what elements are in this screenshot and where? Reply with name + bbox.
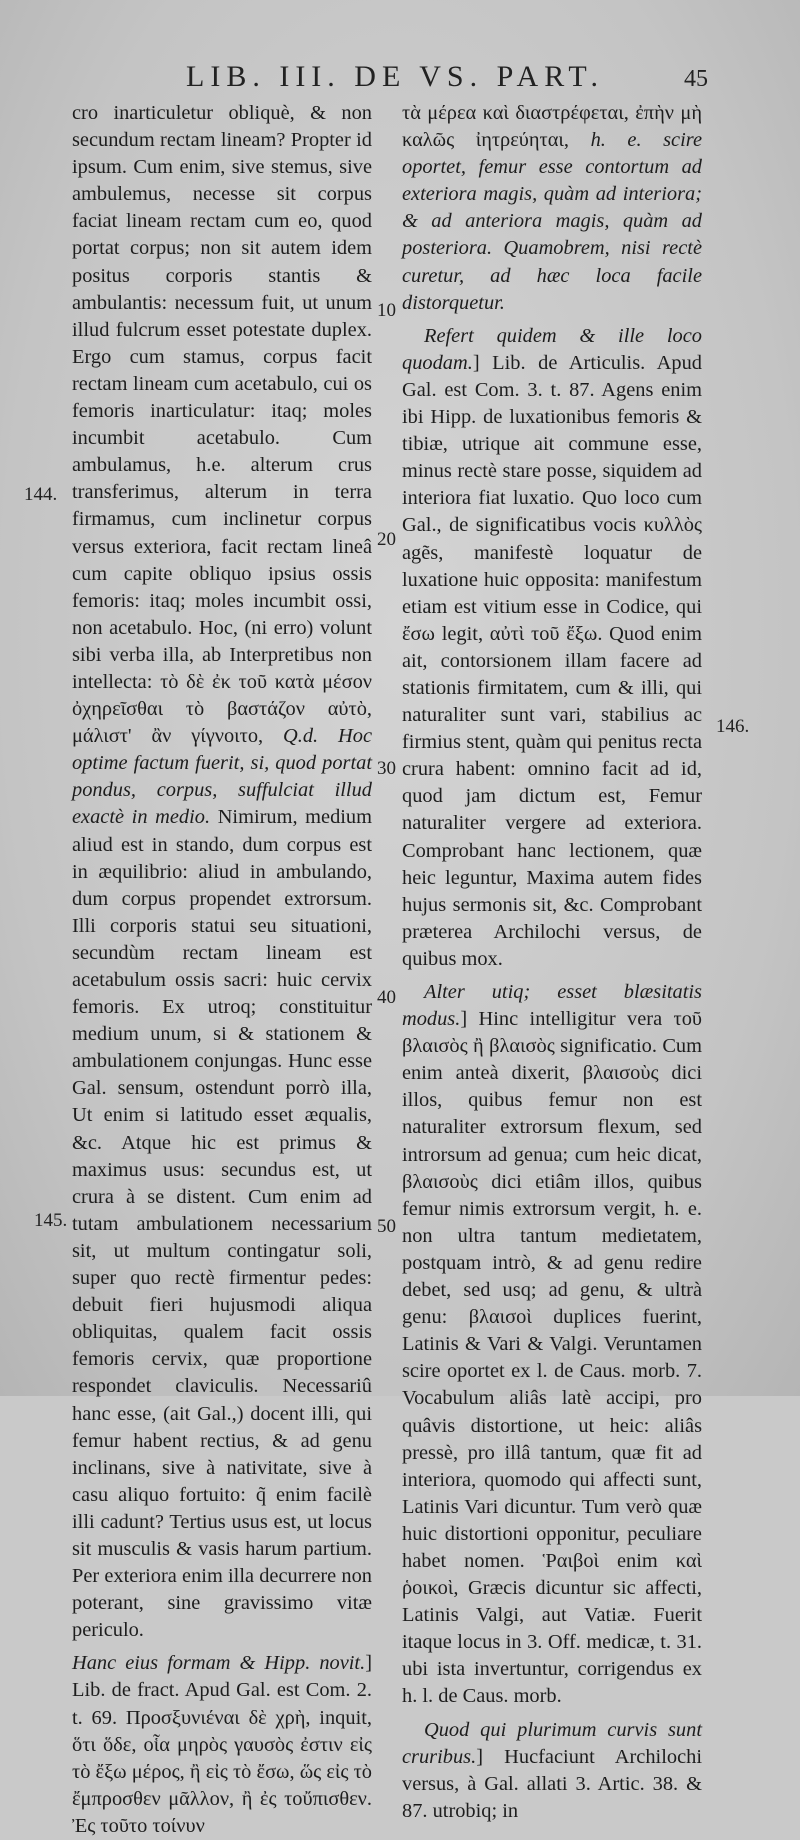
lemma-quod: Quod qui plurimum curvis sunt cruribus. <box>402 1718 702 1768</box>
left-text-3: ] Lib. de fract. Apud Gal. est Com. 2. t. 69. Προσξυνιέναι δὲ χρὴ, inquit, ὅτι ὅδε, οἷα μηρὸς γαυσὸς ἐστιν εἰς τὸ ἔξω μέρος, ἢ εἰς τὸ ἔσω, ὥς εἰς τὸ ἔμπροσθεν μᾶλλον, ἢ ἐς τοὔπισθεν. Ἐς τοῦτο τοίνυν <box>72 1652 372 1837</box>
left-paragraph-1 <box>72 100 372 1644</box>
right-text-1: ] Lib. de Articulis. Apud Gal. est Com. 3. t. 87. Agens enim ibi Hipp. de luxationibus femoris & tibiæ, utrique ait commune esse, minus rectè stare posse, siquidem ad interiora fiat luxatio. Quo loco cum Gal., de significatibus vocis κυλλὸς agẽs, manifestè loquatur de luxatione huic opposita: manifestum etiam est vitium esse in Codice, qui ἔσω legit, αὐτὶ τοῦ ἔξω. Quod enim ait, contorsionem illam facere ad stationis firmitatem, cum & illi, qui naturaliter sunt vari, stabilius ac firmius stent, quàm qui penitus recta crura habent: omnino facit ad id, quod jam dictum est, Femur naturaliter vergere ad exteriora. Comprobant hanc lectionem, quæ heic leguntur, Maxima autem fides hujus sermonis sit, &c. Comprobant præterea Archilochi versus, de quibus mox. <box>402 351 702 970</box>
lemma-hanc-eius: Hanc eius formam & Hipp. novit. <box>72 1652 366 1675</box>
right-paragraph-quod <box>402 1717 702 1825</box>
note-number-146: 146. <box>716 716 750 737</box>
page-number: 45 <box>684 66 708 92</box>
line-number-30: 30 <box>377 758 396 779</box>
right-paragraph-refert <box>402 323 702 973</box>
note-number-145: 145. <box>34 1210 68 1231</box>
left-paragraph-145 <box>72 1650 372 1840</box>
right-text-3: ] Hucfaciunt Archilochi versus, à Gal. allati 3. Artic. 38. & 87. utrobiq; in <box>402 1745 702 1822</box>
running-head: LIB. III. DE VS. PART. <box>186 60 604 93</box>
right-column <box>402 100 702 1825</box>
right-paragraph-alter <box>402 979 702 1711</box>
left-column <box>72 100 372 1840</box>
lemma-refert: Refert quidem & ille loco quodam. <box>402 324 702 374</box>
line-number-10: 10 <box>377 300 396 321</box>
right-paragraph-0 <box>402 100 702 317</box>
note-number-144: 144. <box>24 484 58 505</box>
left-translation-italic: Q.d. Hoc optime factum fuerit, si, quod portat pondus, corpus, suffulciat illud exactè in medio. <box>72 725 372 829</box>
left-text-2: Nimirum, medium aliud est in stando, dum corpus est in æquilibrio: aliud in ambulando, dum corpus propendet extrorsum. Illi corporis statui seu situationi, secundùm rectam lineam est acetabulum ossis sacri: huic cervix femoris. Ex utroq; constituitur medium unum, si & stationem & ambulationem conjungas. Hunc esse Gal. sensum, ostendunt porrò illa, Ut enim si latitudo esset æqualis, &c. Atque hic est primus & maximus usus: secundus est, ut crura à se distent. Cum enim ad tutam ambulationem necessarium sit, ut multum contingatur soli, super quo rectè firmentur pedes: debuit fieri hujusmodi aliqua obliquitas, qualem facit ossis femoris cervix, quæ proportione respondet claviculis. Necessariû hanc esse, (ait Gal.,) docent illi, qui femur habent rectius, & ad genu inclinans, sive à nativitate, sive à casu aliquo fortuito: q̃ enim facilè illi cadunt? Tertius usus est, ut locus sit musculis & vasis harum partium. Per exteriora enim illa decurrere non poterant, sine gravissimo vitæ periculo. <box>72 806 372 1642</box>
right-greek-0: τὰ μέρεα καὶ διαστρέφεται, ἐπὴν μὴ καλῶς ἰητρεύηται, <box>402 102 702 152</box>
line-number-50: 50 <box>377 1216 396 1237</box>
line-number-40: 40 <box>377 987 396 1008</box>
right-text-2: ] Hinc intelligitur vera τοῦ βλαισὸς ἢ βλαισὸς significatio. Cum enim anteà dixerit, βλαισοὺς dici illos, quibus femur non est naturaliter extrorsum flexum, sed introrsum ad genua; cum heic dicat, βλαισοὺς dici etiâm illos, quibus femur nimis extrorsum vergit, h. e. non ultra tantum medietatem, postquam intrò, & ad genu redire debet, sed usq; ad genu, & ultrà genu: βλαισοὶ duplices fuerint, Latinis & Vari & Valgi. Veruntamen scire oportet ex l. de Caus. morb. 7. Vocabulum aliâs latè accipi, pro quâvis distortione, ut heic: aliâs pressè, pro illâ tantum, quæ fit ad interiora, quomodo qui affecti sunt, Latinis Vari dicuntur. Tum verò quæ huic distortioni opponitur, peculiare habet nomen. Ῥαιβοὶ enim καὶ ῥοικοὶ, Græcis dicuntur sic affecti, Latinis Valgi, aut Vatiæ. Fuerit itaque locus in 3. Off. medicæ, t. 31. ubi ista invertuntur, corrigendus ex h. l. de Caus. morb. <box>402 1008 702 1708</box>
line-number-20: 20 <box>377 529 396 550</box>
lemma-alter: Alter utiq; esset blæsitatis modus. <box>402 981 702 1031</box>
left-text-1: cro inarticuletur obliquè, & non secundum rectam lineam? Propter id ipsum. Cum enim, sive stemus, sive ambulemus, necesse sit corpus faciat lineam rectam cum eo, quod portat corpus; non sit autem idem positus corporis stantis & ambulantis: necessum fuit, ut unum illud fulcrum esset potestate duplex. Ergo cum stamus, corpus facit rectam lineam cum acetabulo, cui os femoris inarticulatur: itaq; moles incumbit acetabulo. Cum ambulamus, h.e. alterum crus transferimus, alterum in terra firmamus, cum inclinetur corpus versus exteriora, facit rectam lineâ cum capite obliquo ipsius ossis femoris: itaq; moles incumbit ossi, non acetabulo. Hoc, (ni erro) volunt sibi verba illa, ab Interpretibus non intellecta: τὸ δὲ ἐκ τοῦ κατὰ μέσον ὀχηρεῖσθαι τὸ βαστάζον αὐτὸ, μάλιστ' ἂν γίγνοιτο, <box>72 102 372 748</box>
right-italic-0: h. e. scire oportet, femur esse contortum ad exteriora magis, quàm ad interiora; & ad anteriora magis, quàm ad posteriora. Quamobrem, nisi rectè curetur, ad hæc loca facile distorquetur. <box>402 129 702 314</box>
